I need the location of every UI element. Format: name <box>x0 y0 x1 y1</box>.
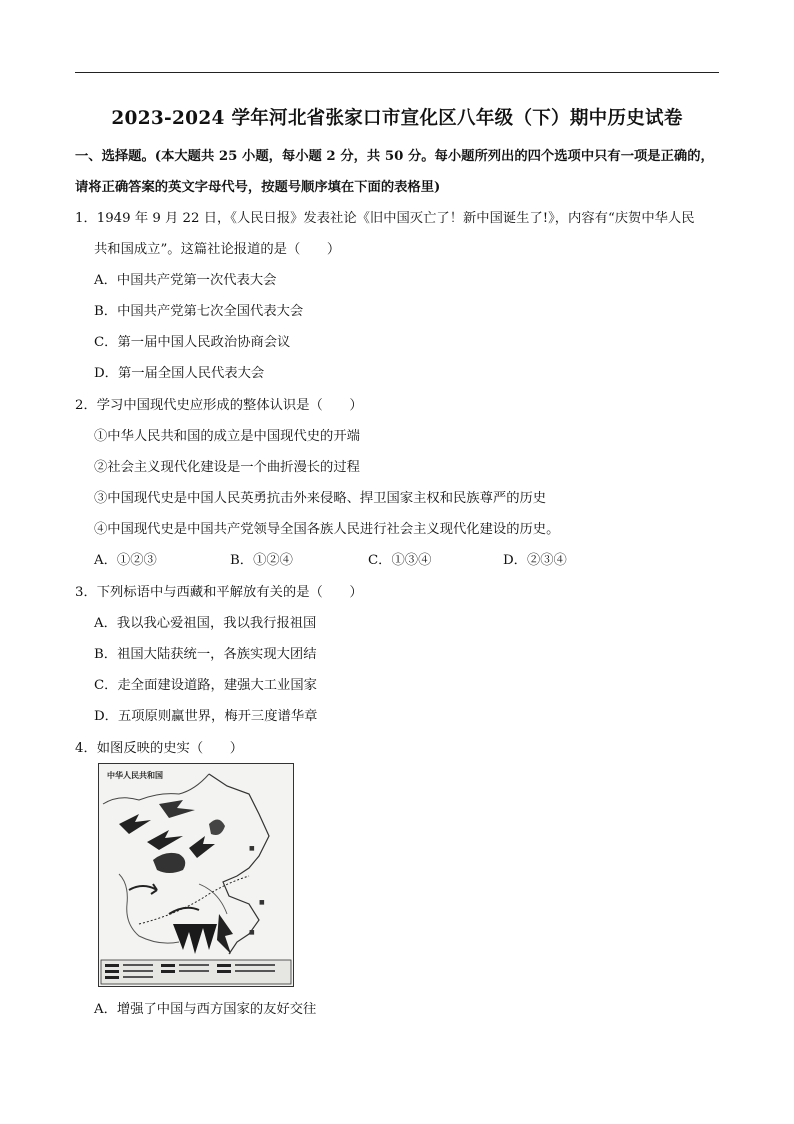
q2-statement-3: ③中国现代史是中国人民英勇抗击外来侵略、捍卫国家主权和民族尊严的历史 <box>94 491 547 506</box>
q1-option-a[interactable]: A．中国共产党第一次代表大会 <box>94 273 277 288</box>
q3-option-b[interactable]: B．祖国大陆获统一，各族实现大团结 <box>94 647 317 662</box>
q2-option-d[interactable]: D．②③④ <box>503 553 567 568</box>
q2-stem: 2．学习中国现代史应形成的整体认识是（ ） <box>75 398 363 413</box>
svg-text:■: ■ <box>259 899 265 906</box>
q3-option-a[interactable]: A．我以我心爱祖国，我以我行报祖国 <box>94 616 317 631</box>
q2-statement-2: ②社会主义现代化建设是一个曲折漫长的过程 <box>94 460 360 475</box>
map-heading: 中华人民共和国 <box>107 771 163 780</box>
q2-option-b[interactable]: B．①②④ <box>230 553 293 568</box>
q3-option-d[interactable]: D．五项原则赢世界，梅开三度谱华章 <box>94 709 318 724</box>
historical-map-figure <box>98 763 294 987</box>
q3-option-c[interactable]: C．走全面建设道路，建强大工业国家 <box>94 678 317 693</box>
q2-option-c[interactable]: C．①③④ <box>368 553 432 568</box>
q2-statement-1: ①中华人民共和国的成立是中国现代史的开端 <box>94 429 360 444</box>
map-drawing <box>99 764 293 986</box>
page-title: 2023-2024 学年河北省张家口市宣化区八年级（下）期中历史试卷 <box>111 108 683 129</box>
header-rule <box>75 72 719 73</box>
section-heading-line2: 请将正确答案的英文字母代号，按题号顺序填在下面的表格里) <box>75 180 441 195</box>
q1-option-b[interactable]: B．中国共产党第七次全国代表大会 <box>94 304 304 319</box>
q1-option-d[interactable]: D．第一届全国人民代表大会 <box>94 366 265 381</box>
q4-stem: 4．如图反映的史实（ ） <box>75 741 244 756</box>
q3-stem: 3．下列标语中与西藏和平解放有关的是（ ） <box>75 585 363 600</box>
q4-option-a[interactable]: A．增强了中国与西方国家的友好交往 <box>94 1002 317 1017</box>
q2-statement-4: ④中国现代史是中国共产党领导全国各族人民进行社会主义现代化建设的历史。 <box>94 522 560 537</box>
svg-text:■: ■ <box>249 845 255 852</box>
q1-option-c[interactable]: C．第一届中国人民政治协商会议 <box>94 335 291 350</box>
q1-stem-line1: 1．1949 年 9 月 22 日，《人民日报》发表社论《旧中国灭亡了！新中国诞生了!》，内容有“庆贺中华人民 <box>75 211 695 226</box>
section-heading-line1: 一、选择题。(本大题共 25 小题，每小题 2 分，共 50 分。每小题所列出的四个选项中只有一项是正确的， <box>75 149 714 164</box>
q2-option-a[interactable]: A．①②③ <box>94 553 157 568</box>
svg-text:■: ■ <box>249 929 255 936</box>
q1-stem-line2: 共和国成立”。这篇社论报道的是（ ） <box>94 242 341 257</box>
